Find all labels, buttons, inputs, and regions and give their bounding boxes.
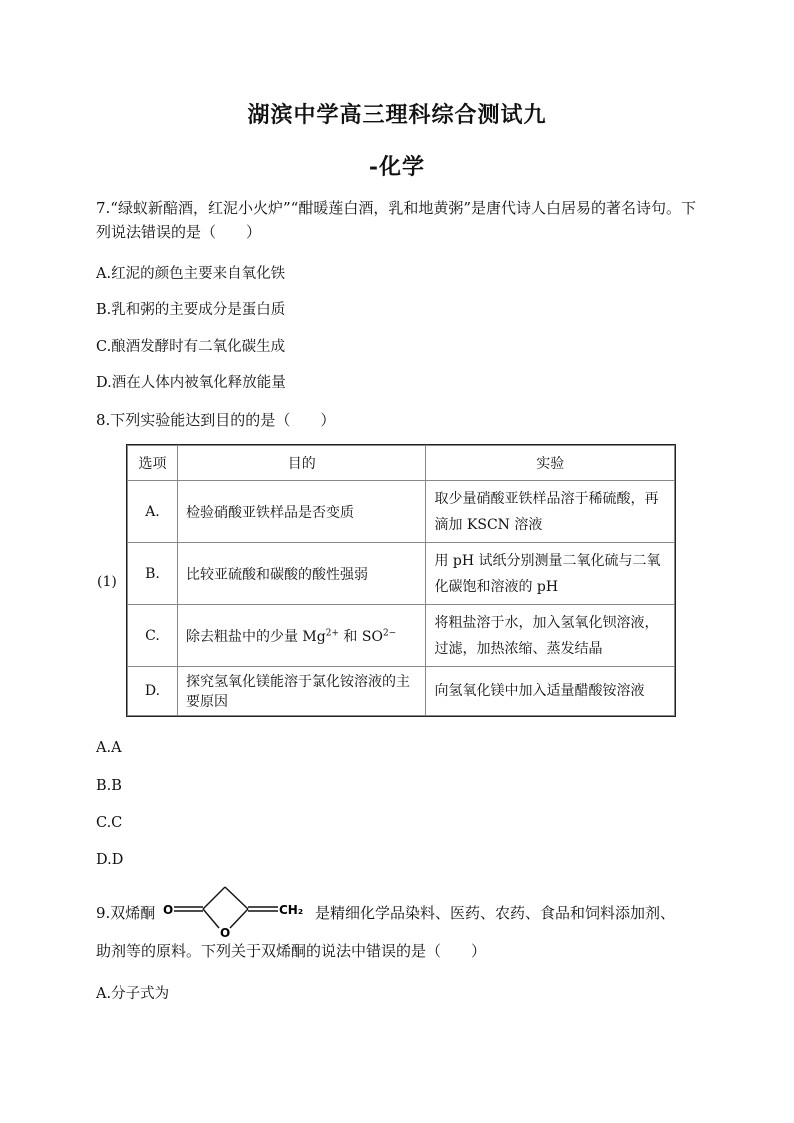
row-aim [177, 605, 426, 667]
question-9-number: 9.双烯酮 [96, 904, 156, 922]
header-aim: 目的 [177, 446, 426, 481]
q7-option-a: A.红泥的颜色主要来自氧化铁 [96, 266, 286, 282]
ring-bond [225, 887, 248, 909]
methylene-label: CH₂ [279, 903, 304, 917]
table-label: (1) [97, 574, 117, 590]
ion-charge-so4: 2− [382, 627, 397, 638]
q9-option-a: A.分子式为 [96, 986, 170, 1002]
ring-oxygen-label: O [220, 926, 231, 940]
row-option: D. [128, 667, 178, 716]
q8-option-b: B.B [96, 778, 122, 794]
ring-bond [203, 887, 225, 909]
question-9-stem: 是精细化学品染料、医药、农药、食品和饲料添加剂、 [315, 904, 676, 922]
experiment-table [126, 444, 676, 717]
carbonyl-oxygen-label: O [163, 903, 174, 917]
row-aim: 比较亚硫酸和碳酸的酸性强弱 [177, 543, 426, 605]
row-experiment: 将粗盐溶于水，加入氢氧化钡溶液，过滤，加热浓缩、蒸发结晶 [426, 605, 675, 667]
question-8-stem: 8.下列实验能达到目的的是（ ） [96, 411, 336, 429]
aim-text-mid: 和 SO [338, 628, 383, 645]
question-9-stem-line2: 助剂等的原料。下列关于双烯酮的说法中错误的是（ ） [96, 942, 487, 960]
q8-option-d: D.D [96, 852, 124, 868]
page-subtitle: -化学 [368, 154, 426, 180]
row-aim: 检验硝酸亚铁样品是否变质 [177, 481, 426, 543]
row-experiment: 取少量硝酸亚铁样品溶于稀硫酸，再滴加 KSCN 溶液 [426, 481, 675, 543]
row-aim: 探究氢氧化镁能溶于氯化铵溶液的主要原因 [177, 667, 426, 716]
header-option: 选项 [128, 446, 178, 481]
table-row [128, 543, 675, 605]
table-row [128, 605, 675, 667]
header-experiment: 实验 [426, 446, 675, 481]
table-row [128, 481, 675, 543]
table-header-row [128, 446, 675, 481]
row-option: A. [128, 481, 178, 543]
q8-option-c: C.C [96, 815, 123, 831]
row-experiment: 向氢氧化镁中加入适量醋酸铵溶液 [426, 667, 675, 716]
ion-charge-mg: 2+ [325, 627, 339, 638]
row-option: C. [128, 605, 178, 667]
q7-option-c: C.酿酒发酵时有二氧化碳生成 [96, 339, 286, 355]
page-title: 湖滨中学高三理科综合测试九 [247, 102, 547, 128]
ring-bond [230, 909, 248, 928]
question-7-stem: 7.“绿蚁新醅酒，红泥小火炉”“酣暖莲白酒，乳和地黄粥”是唐代诗人白居易的著名诗句。下列说法错误的是（ ） [96, 199, 696, 241]
q7-option-b: B.乳和粥的主要成分是蛋白质 [96, 302, 286, 318]
row-option: B. [128, 543, 178, 605]
q8-option-a: A.A [96, 740, 122, 756]
ring-bond [203, 909, 219, 928]
q7-option-d: D.酒在人体内被氧化释放能量 [96, 375, 286, 391]
aim-text-pre: 除去粗盐中的少量 Mg [185, 628, 326, 645]
diketene-structure [162, 878, 314, 940]
row-experiment: 用 pH 试纸分别测量二氧化硫与二氧化碳饱和溶液的 pH [426, 543, 675, 605]
table-row [128, 667, 675, 716]
